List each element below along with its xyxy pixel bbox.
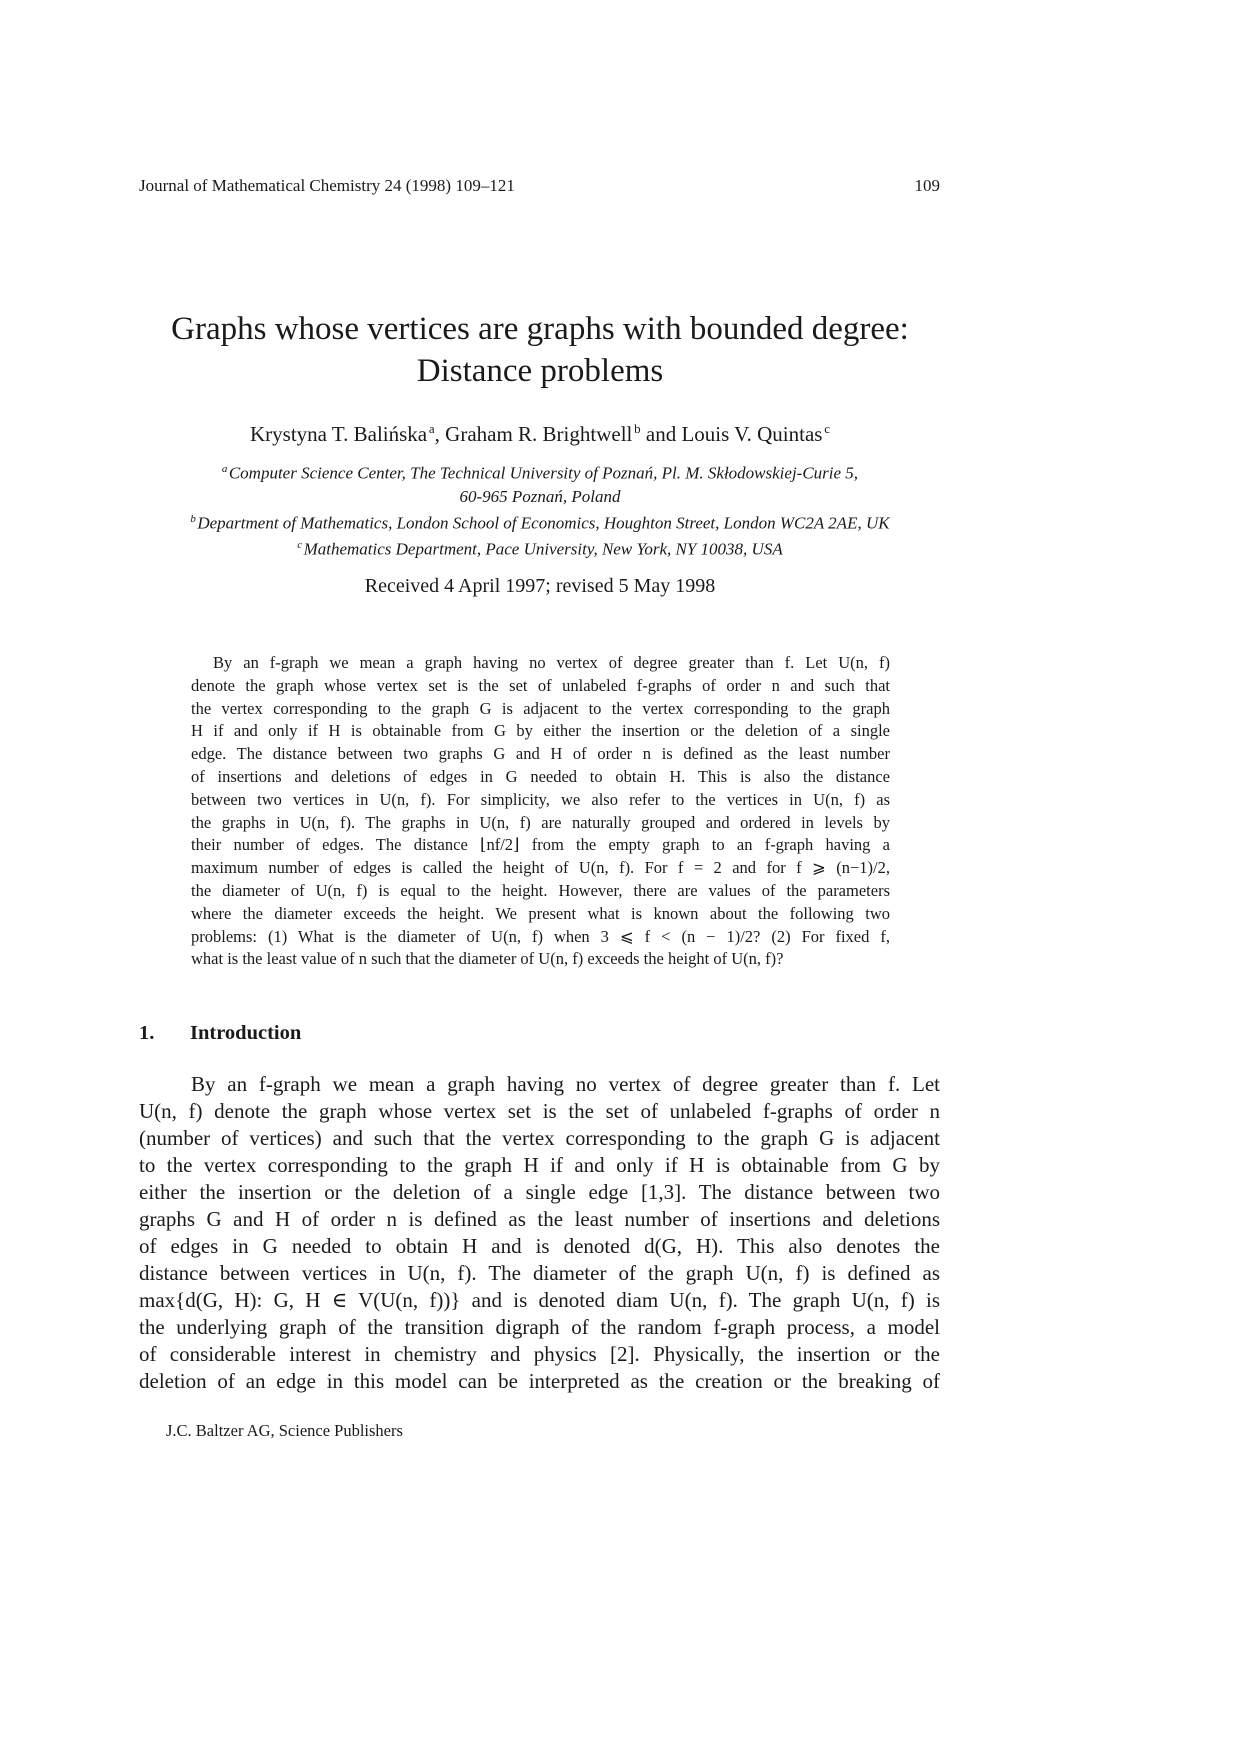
abstract-line: where the diameter exceeds the height. We present what is known about the following two [191, 903, 890, 923]
section-title: Introduction [190, 1022, 302, 1044]
abstract-line: of insertions and deletions of edges in G needed to obtain H. This is also the distance [191, 766, 890, 786]
body-line: deletion of an edge in this model can be interpreted as the creation or the breaking of [139, 1369, 940, 1393]
journal-citation: Journal of Mathematical Chemistry 24 (1998) 109–121 [139, 176, 515, 195]
abstract [191, 652, 890, 971]
body-paragraph [139, 1071, 940, 1395]
body-line: to the vertex corresponding to the graph H if and only if H is obtainable from G by [139, 1153, 940, 1177]
abstract-line: edge. The distance between two graphs G and H of order n is defined as the least number [191, 744, 890, 764]
affiliation-text: 60-965 Poznań, Poland [459, 486, 621, 506]
affiliation-mark: a [428, 421, 435, 436]
affiliation-text: Mathematics Department, Pace University, New York, NY 10038, USA [303, 539, 783, 559]
abstract-line: what is the least value of n such that the diameter of U(n, f) exceeds the height of U(n, f)? [191, 949, 784, 969]
abstract-line: the graphs in U(n, f). The graphs in U(n, f) are naturally grouped and ordered in levels by [191, 812, 890, 832]
body-line: distance between vertices in U(n, f). The diameter of the graph U(n, f) is defined as [139, 1261, 940, 1285]
author-list [120, 421, 960, 447]
title-line-2: Distance problems [416, 353, 664, 389]
paper-title [120, 308, 960, 392]
author-name: Graham R. Brightwell [445, 422, 633, 446]
abstract-line: maximum number of edges is called the height of U(n, f). For f = 2 and for f ⩾ (n−1)/2, [191, 858, 890, 878]
author-name: Louis V. Quintas [681, 422, 823, 446]
affiliation-mark: c [824, 421, 831, 436]
affiliation-text: Computer Science Center, The Technical University of Poznań, Pl. M. Skłodowskiej-Curie 5, [228, 463, 859, 483]
body-line: either the insertion or the deletion of a single edge [1,3]. The distance between two [139, 1180, 940, 1204]
abstract-line: By an f-graph we mean a graph having no vertex of degree greater than f. Let U(n, f) [213, 653, 890, 672]
affiliation-line [120, 508, 960, 535]
title-line-1: Graphs whose vertices are graphs with bounded degree: [171, 311, 909, 347]
received-dates: Received 4 April 1997; revised 5 May 1998 [364, 575, 716, 597]
affiliation-mark: b [190, 512, 196, 525]
page-number: 109 [914, 176, 940, 195]
author-separator: , [434, 422, 446, 446]
body-line: graphs G and H of order n is defined as the least number of insertions and deletions [139, 1207, 940, 1231]
affiliation-mark: c [297, 539, 303, 552]
body-line: U(n, f) denote the graph whose vertex set is the set of unlabeled f-graphs of order n [139, 1099, 940, 1123]
abstract-line: denote the graph whose vertex set is the set of unlabeled f-graphs of order n and such that [191, 675, 890, 695]
body-line: the underlying graph of the transition digraph of the random f-graph process, a model [139, 1315, 940, 1339]
affiliation-line [120, 458, 960, 485]
abstract-line: between two vertices in U(n, f). For simplicity, we also refer to the vertices in U(n, f) as [191, 789, 890, 809]
author-separator: and [640, 422, 682, 446]
abstract-line: the diameter of U(n, f) is equal to the height. However, there are values of the parameters [191, 880, 890, 900]
body-line: max{d(G, H): G, H ∈ V(U(n, f))} and is denoted diam U(n, f). The graph U(n, f) is [139, 1288, 940, 1312]
author-name: Krystyna T. Balińska [249, 422, 428, 446]
affiliation-list [120, 458, 960, 561]
affiliation-mark: b [634, 421, 641, 436]
affiliation-line [120, 485, 960, 508]
abstract-line: their number of edges. The distance ⌊nf/2⌋ from the empty graph to an f-graph having a [191, 835, 890, 855]
affiliation-text: Department of Mathematics, London School of Economics, Houghton Street, London WC2A 2AE, UK [197, 513, 890, 533]
body-line: By an f-graph we mean a graph having no vertex of degree greater than f. Let [191, 1072, 940, 1096]
abstract-line: H if and only if H is obtainable from G by either the insertion or the deletion of a single [191, 721, 890, 741]
affiliation-mark: a [221, 463, 228, 475]
body-line: (number of vertices) and such that the vertex corresponding to the graph G is adjacent [139, 1126, 940, 1150]
running-head [139, 176, 940, 196]
body-line: of considerable interest in chemistry and physics [2]. Physically, the insertion or the [139, 1342, 940, 1366]
abstract-line: the vertex corresponding to the graph G is adjacent to the vertex corresponding to the graph [191, 698, 890, 718]
section-heading [139, 1022, 301, 1045]
section-number: 1. [139, 1022, 155, 1044]
affiliation-line [120, 534, 960, 561]
publisher-footer: J.C. Baltzer AG, Science Publishers [166, 1421, 403, 1440]
body-line: of edges in G needed to obtain H and is denoted d(G, H). This also denotes the [139, 1234, 940, 1258]
abstract-line: problems: (1) What is the diameter of U(n, f) when 3 ⩽ f < (n − 1)/2? (2) For fixed f, [191, 926, 890, 946]
